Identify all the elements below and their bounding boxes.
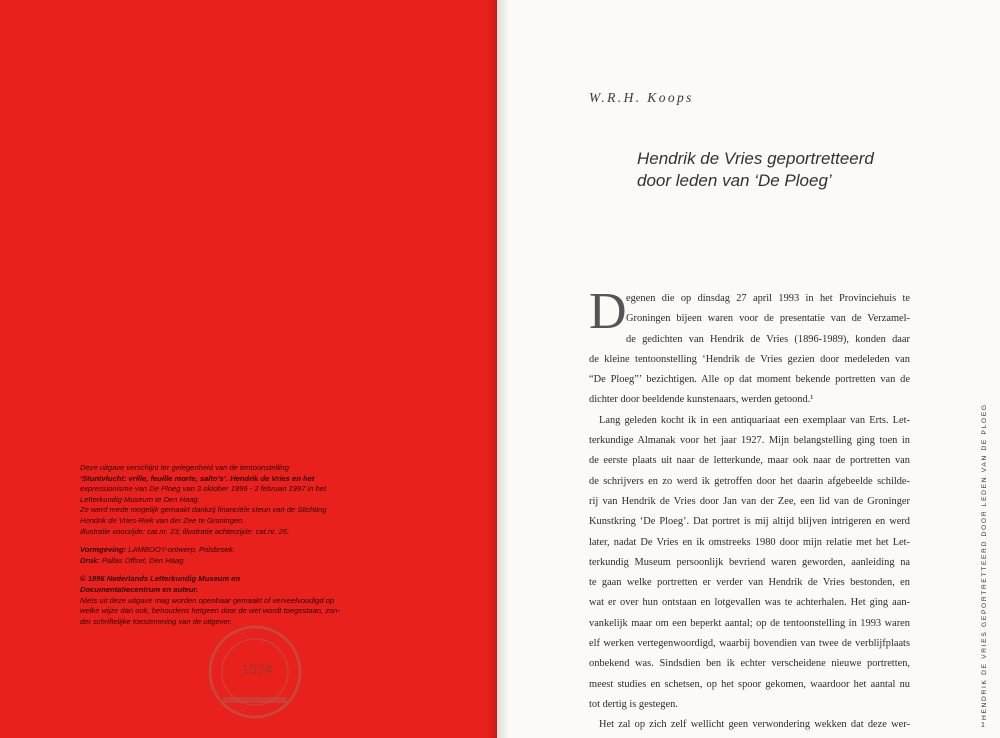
- body-line: de kleine tentoonstelling ‘Hendrik de Vries gezien door medeleden van: [589, 353, 910, 365]
- page-number: 1: [981, 722, 985, 729]
- running-head: HENDRIK DE VRIES GEPORTRETTEERD DOOR LEDEN VAN DE PLOEG: [981, 403, 988, 720]
- drop-cap: D: [589, 283, 627, 340]
- body-line: rij van Hendrik de Vries door Jan van der Zee, een lid van de Groninger: [589, 495, 910, 507]
- body-line: tot dertig is gestegen.: [589, 698, 678, 710]
- body-text: [589, 283, 910, 736]
- title-line: door leden van ‘De Ploeg’: [637, 171, 832, 190]
- body-line: onbekend was. Sindsdien ben ik echter verscheidene nieuwe portretten,: [589, 658, 910, 670]
- colophon: [80, 463, 380, 627]
- author-name: W.R.H. Koops: [589, 90, 694, 105]
- right-page: [497, 0, 1000, 738]
- body-line: dichter door beeldende kunstenaars, werden getoond.¹: [589, 394, 814, 406]
- rights-line: der schriftelijke toestemming van de uitgever.: [80, 616, 233, 626]
- print-label: Druk:: [80, 555, 100, 565]
- colophon-line: Deze uitgave verschijnt ter gelegenheid van de tentoonstelling: [80, 463, 289, 472]
- body-line: terkundige Almanak voor het jaar 1927. Mijn belangstelling ging toen in: [589, 435, 910, 447]
- body-line: Groningen bijeen waren voor de presentatie van de Verzamel-: [626, 313, 910, 325]
- stamp-number: 1574: [241, 661, 273, 677]
- colophon-line: Illustratie voorzijde: cat.nr. 23; illustratie achterzijde: cat.nr. 26.: [80, 526, 290, 536]
- colophon-line: Hendrik de Vries-Riek van der Zee te Groningen.: [80, 515, 245, 525]
- body-line: elf werken vertegenwoordigd, waarbij bovendien van twee de verblijfplaats: [589, 638, 910, 650]
- body-line: “De Ploeg”’ bezichtigen. Alle op dat moment bekende portretten van de: [589, 374, 910, 386]
- body-line: egenen die op dinsdag 27 april 1993 in het Provinciehuis te: [626, 293, 910, 304]
- copyright-line: Documentatiecentrum en auteur.: [80, 584, 199, 594]
- colophon-line: expressionisme van De Ploeg van 3 oktober 1996 - 2 februari 1997 in het: [80, 484, 327, 494]
- colophon-line: ‘Stuntvlucht: vrille, feuille morte, salto’s’. Hendrik de Vries en het: [80, 473, 315, 483]
- design-value: LAMBOOY-ontwerp, Polsbroek.: [128, 545, 235, 555]
- library-stamp: [205, 622, 305, 722]
- body-line: de eerste plaats uit naar de letterkunde, maar ook naar de portretten van: [589, 455, 910, 467]
- rights-line: welke wijze dan ook, behoudens hetgeen door de wet wordt toegestaan, zon-: [80, 606, 341, 616]
- body-line: de schrijvers en zo werd ik getroffen door het daarin afgebeelde schilde-: [589, 475, 910, 487]
- gutter-shadow: [487, 0, 497, 738]
- copyright-line: © 1996 Nederlands Letterkundig Museum en: [80, 574, 241, 584]
- body-line: terkundig Museum persoonlijk bevriend waren geworden, aanleiding na: [589, 556, 910, 568]
- print-credit: [80, 556, 380, 567]
- body-line: Kunstkring ‘De Ploeg’. Dat portret is mij altijd blijven intrigeren en werd: [589, 516, 910, 528]
- colophon-line: Ze werd mede mogelijk gemaakt dankzij financiële steun van de Stichting: [80, 505, 327, 515]
- body-line: de gedichten van Hendrik de Vries (1896-1989), konden daar: [626, 333, 910, 345]
- print-value: Pallas Offset, Den Haag: [101, 555, 184, 565]
- body-line: wat er over hun ontstaan en lotgevallen was te achterhalen. Het ging aan-: [589, 597, 910, 609]
- gutter-shadow: [497, 0, 509, 738]
- body-line: Lang geleden kocht ik in een antiquariaat een exemplaar van Erts. Let-: [599, 414, 910, 426]
- rights-line: Niets uit deze uitgave mag worden openbaar gemaakt of verveelvoudigd op: [80, 595, 335, 605]
- colophon-line: Letterkundig Museum te Den Haag.: [80, 494, 200, 504]
- body-line: te gaan welke portretten er verder van Hendrik de Vries bestonden, en: [589, 577, 910, 589]
- body-line: Het zal op zich zelf wellicht geen verwondering wekken dat deze wer-: [599, 719, 910, 731]
- body-line: later, nadat De Vries en ik omstreeks 1980 door mijn relatie met het Let-: [589, 536, 910, 548]
- article-title: [637, 148, 957, 192]
- body-line: vankelijk maar om een beperkt aantal; op de tentoonstelling in 1993 waren: [589, 617, 910, 629]
- design-label: Vormgeving:: [80, 545, 127, 555]
- body-line: meest studies en schetsen, op het spoor gekomen, waardoor het aantal nu: [589, 678, 910, 690]
- design-credit: [80, 545, 380, 556]
- title-line: Hendrik de Vries geportretteerd: [637, 149, 874, 168]
